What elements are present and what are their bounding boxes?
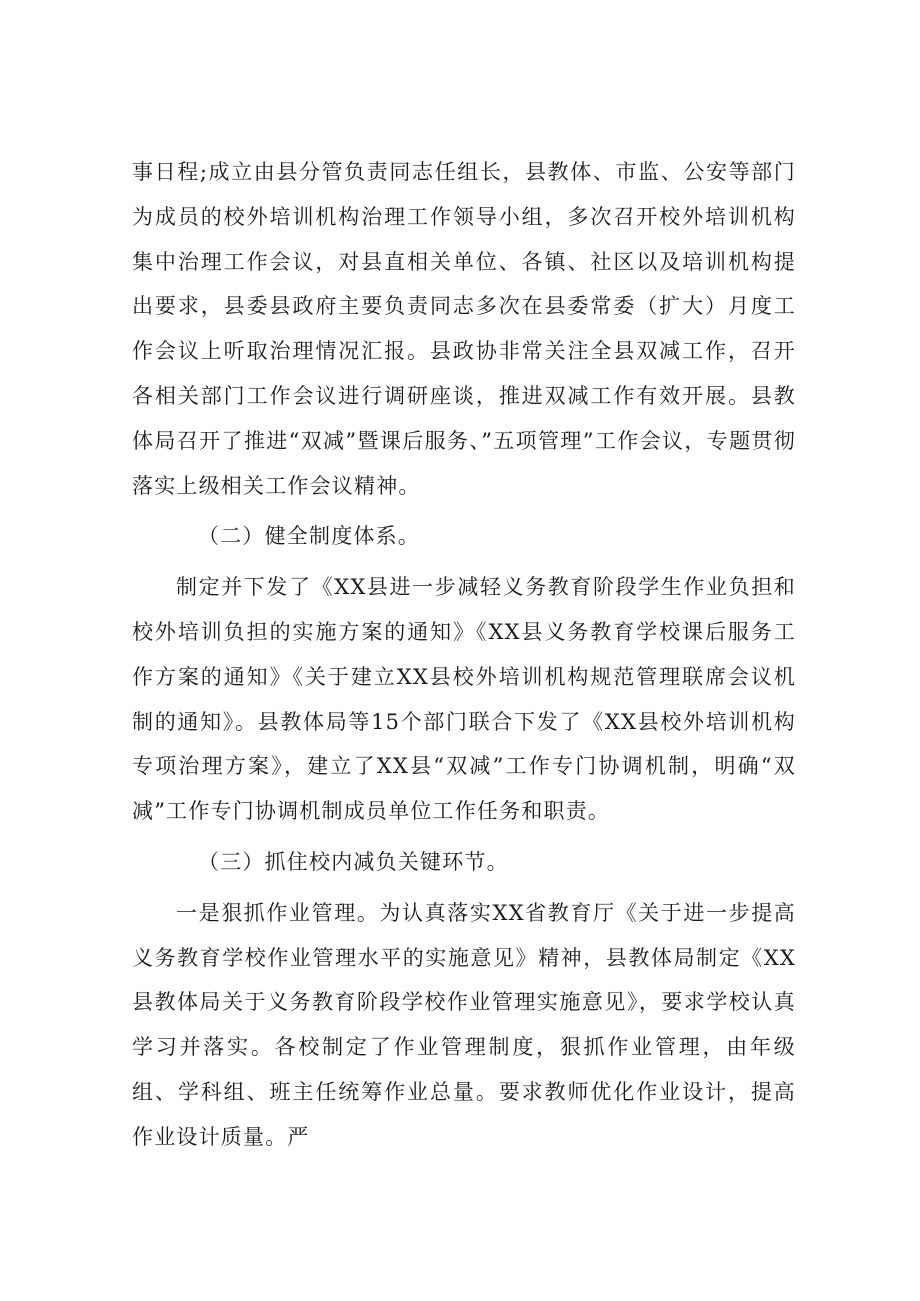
paragraph-continued: 事日程;成立由县分管负责同志任组长，县教体、市监、公安等部门为成员的校外培训机构治理工作领导小组，多次召开校外培训机构集中治理工作会议，对县直相关单位、各镇、社区以及培训机构提出要求，县委县政府主要负责同志多次在县委常委（扩大）月度工作会议上听取治理情况汇报。县政协非常关注全县双减工作，召开各相关部门工作会议进行调研座谈，推进双减工作有效开展。县教体局召开了推进“双减”暨课后服务、”五项管理”工作会议，专题贯彻落实上级相关工作会议精神。 bbox=[132, 160, 796, 498]
section-heading-2: （二）健全制度体系。 bbox=[198, 524, 420, 549]
paragraph-system: 制定并下发了《XX县进一步减轻义务教育阶段学生作业负担和校外培训负担的实施方案的通知》《XX县义务教育学校课后服务工作方案的通知》《关于建立XX县校外培训机构规范管理联席会议机制的通知》。县教体局等15个部门联合下发了《XX县校外培训机构专项治理方案》，建立了XX县“双减”工作专门协调机制，明确“双减”工作专门协调机制成员单位工作任务和职责。 bbox=[132, 575, 796, 824]
section-heading-3: （三）抓住校内减负关键环节。 bbox=[198, 849, 509, 874]
paragraph-homework: 一是狠抓作业管理。为认真落实XX省教育厅《关于进一步提高义务教育学校作业管理水平的实施意见》精神，县教体局制定《XX县教体局关于义务教育阶段学校作业管理实施意见》，要求学校认真学习并落实。各校制定了作业管理制度，狠抓作业管理，由年级组、学科组、班主任统筹作业总量。要求教师优化作业设计，提高作业设计质量。严 bbox=[132, 900, 796, 1149]
document-body bbox=[132, 150, 796, 1160]
